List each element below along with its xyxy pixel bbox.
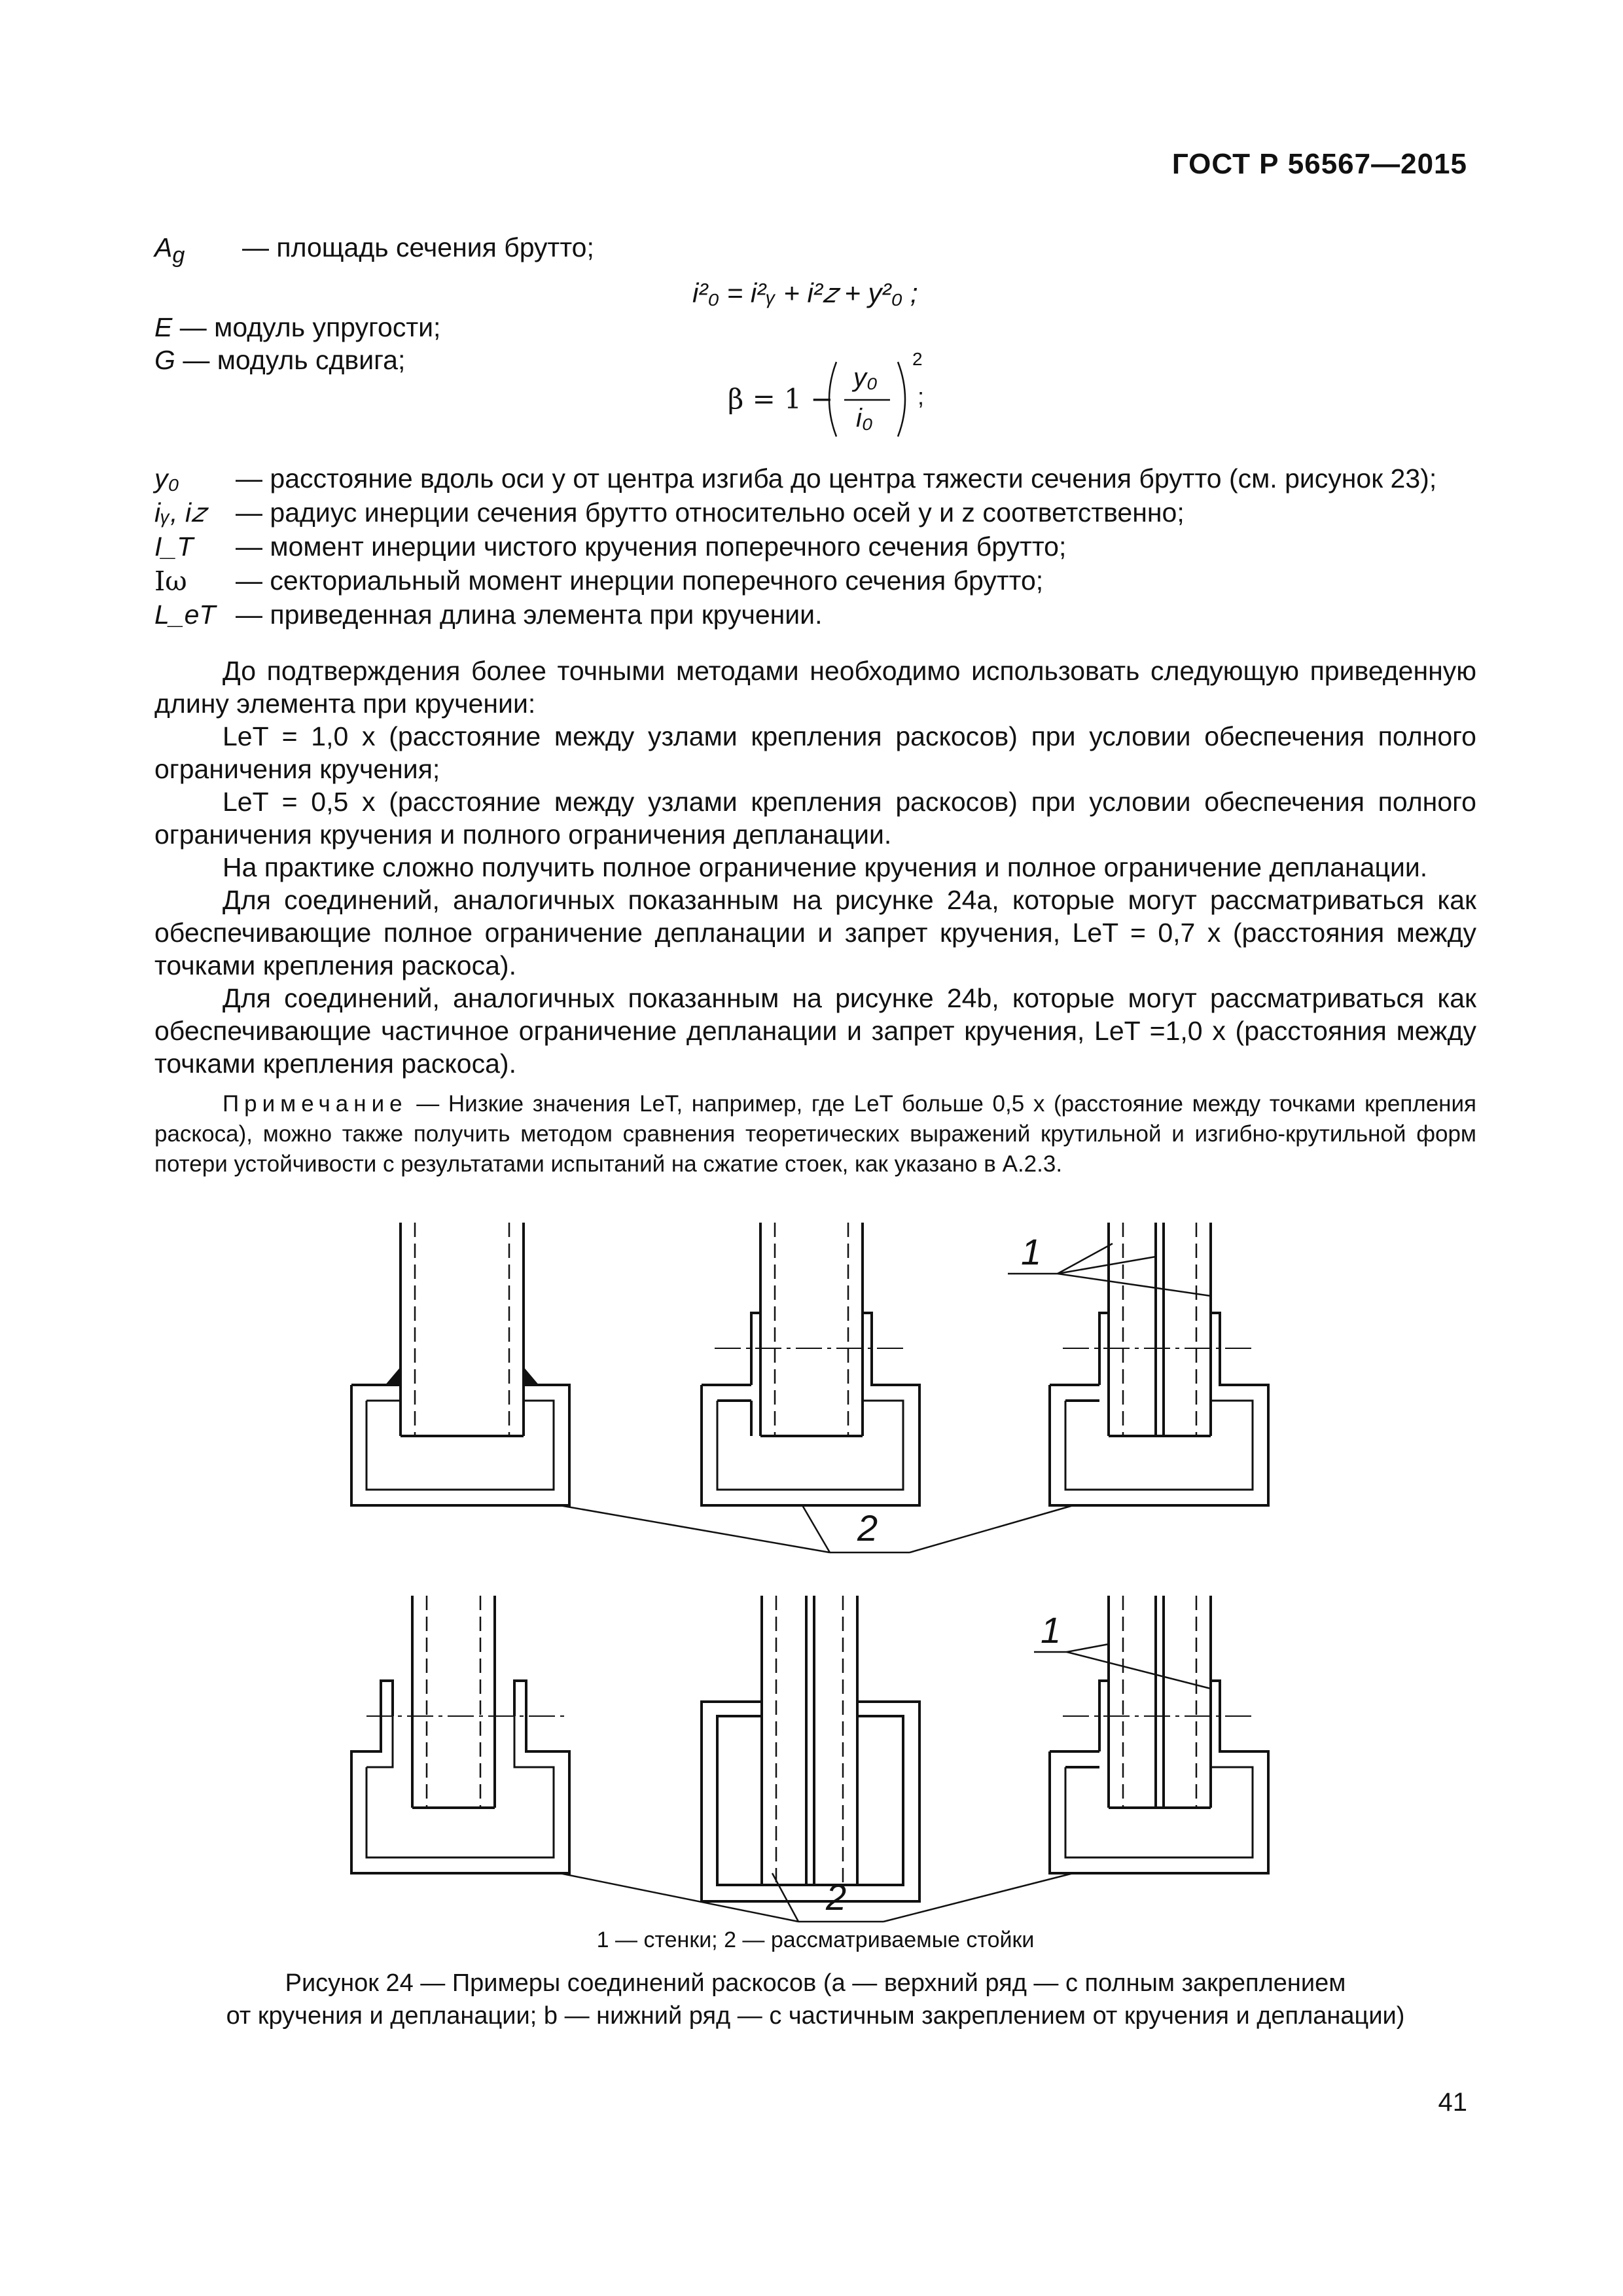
def-let-symbol: L_eT <box>154 600 216 630</box>
fig-a3 <box>1050 1223 1268 1505</box>
def-ag-desc: — площадь сечения брутто; <box>242 232 594 262</box>
def-iomega-symbol: Iω <box>154 565 187 597</box>
note-label: Примечание <box>223 1091 408 1117</box>
note-text: — Низкие значения LeT, например, где LeT больше 0,5 x (расстояние между точками крепления раскоса), можно также получить методом сравнения теоретических выражений крутильной и изгибно-крутильной форм потери устойчивости с результатами испытаний на сжатие стоек, как указано в А.2.3. <box>154 1091 1476 1177</box>
beta-pow: 2 <box>912 349 923 369</box>
figure-legend: 1 — стенки; 2 — рассматриваемые стойки <box>596 1928 1035 1952</box>
fig-b1 <box>351 1596 569 1873</box>
page-number: 41 <box>1438 2088 1467 2117</box>
document-header: ГОСТ Р 56567—2015 <box>1171 148 1467 180</box>
def-iomega-desc: — секториальный момент инерции поперечного сечения брутто; <box>236 565 1044 596</box>
def-let-desc: — приведенная длина элемента при кручении. <box>236 600 823 630</box>
paragraph-3: LeT = 0,5 x (расстояние между узлами крепления раскосов) при условии обеспечения полного ограничения кручения и полного ограничения депланации. <box>154 787 1476 850</box>
def-y0-desc: — расстояние вдоль оси y от центра изгиба до центра тяжести сечения брутто (см. рисунок 23); <box>236 463 1437 493</box>
def-iy-iz-desc: — радиус инерции сечения брутто относительно осей y и z соответственно; <box>236 497 1185 528</box>
beta-den: i₀ <box>856 404 873 433</box>
def-e-symbol: E <box>154 312 173 342</box>
beta-end: ; <box>918 383 925 410</box>
paragraph-4: На практике сложно получить полное ограничение кручения и полное ограничение депланации. <box>223 852 1428 882</box>
formula-i0: i²₀ = i²ᵧ + i²𝑧 + y²₀ ; <box>692 278 918 308</box>
callout-2-top: 2 <box>857 1507 878 1549</box>
def-it-symbol: I_T <box>154 531 194 562</box>
def-e-desc: — модуль упругости; <box>179 312 441 342</box>
fig-b3 <box>1050 1596 1268 1873</box>
paragraph-6: Для соединений, аналогичных показанным на рисунке 24b, которые могут рассматриваться как обеспечивающие частичное ограничение депланации и запрет кручения, LeT =1,0 x (расстояния между точками крепления раскоса). <box>154 983 1476 1079</box>
def-it-desc: — момент инерции чистого кручения поперечного сечения брутто; <box>236 531 1067 562</box>
fig-b-leaders <box>560 1644 1211 1922</box>
figure-caption-line2: от кручения и депланации; b — нижний ряд — с частичным закреплением от кручения и депланации) <box>226 2002 1405 2030</box>
fig-a2 <box>702 1223 919 1505</box>
def-y0-symbol: y₀ <box>154 463 179 493</box>
beta-num: y₀ <box>853 363 878 392</box>
def-g-symbol: G <box>154 345 175 375</box>
def-iy-iz-symbol: iᵧ, i𝑧 <box>154 497 205 528</box>
fig-a1 <box>351 1223 569 1505</box>
figure-caption-line1: Рисунок 24 — Примеры соединений раскосов (a — верхний ряд — с полным закреплением <box>285 1969 1346 1997</box>
paragraph-2: LeT = 1,0 x (расстояние между узлами крепления раскосов) при условии обеспечения полного ограничения кручения; <box>154 721 1476 784</box>
fig-b2 <box>702 1596 919 1901</box>
def-g-desc: — модуль сдвига; <box>183 345 406 375</box>
beta-lhs: β = 1 − <box>728 383 834 415</box>
callout-1-bottom: 1 <box>1041 1609 1061 1651</box>
callout-2-bottom: 2 <box>826 1876 847 1918</box>
def-ag-symbol: A <box>154 232 173 262</box>
paragraph-5: Для соединений, аналогичных показанным на рисунке 24а, которые могут рассматриваться как обеспечивающие полное ограничение депланации и запрет кручения, LeT = 0,7 x (расстояния между точками крепления раскоса). <box>154 885 1476 980</box>
callout-1-top: 1 <box>1021 1231 1042 1272</box>
def-ag-sub: g <box>172 243 185 268</box>
paragraph-1: До подтверждения более точными методами необходимо использовать следующую приведенную длину элемента при кручении: <box>154 656 1476 719</box>
